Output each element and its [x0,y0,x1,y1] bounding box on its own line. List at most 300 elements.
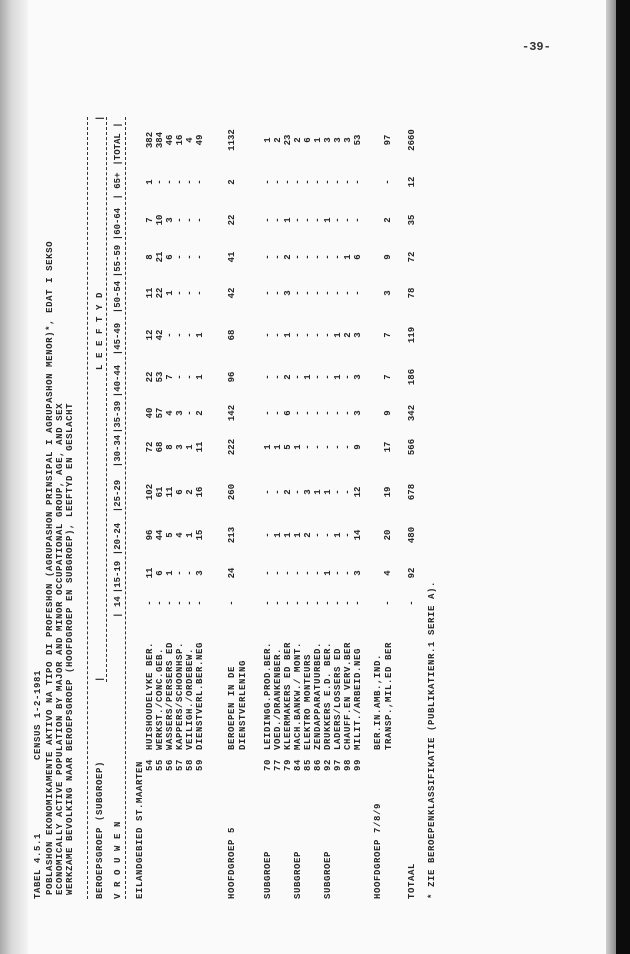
cell-value: 22 [145,371,155,383]
cell-value: 1 [293,532,303,538]
cell-value: - [273,217,283,223]
cell-value: - [263,290,273,296]
row-group-prefix: HOOFDGROEP 7/8/9 [373,802,383,899]
cell-value: 2 [185,489,195,495]
cell-value: 1 [165,290,175,296]
divider [87,117,88,899]
cell-value: 16 [195,486,205,498]
cell-value: 8 [145,254,155,260]
cell-value: - [175,179,185,185]
census-date: CENSUS 1-2-1981 [33,669,43,760]
cell-value: - [343,179,353,185]
row-label: VOED./DRANKENBER. [273,647,283,750]
cell-value: - [263,332,273,338]
cell-value: - [323,332,333,338]
cell-value: 1 [343,254,353,260]
cell-value: - [303,290,313,296]
row-group-prefix: SUBGROEP [293,850,303,899]
row-label: MILIT./ARBEID.NEG [353,647,363,750]
cell-value: 2 [343,332,353,338]
cell-value: 1 [333,532,343,538]
cell-value: 3 [303,489,313,495]
cell-value: 1 [145,179,155,185]
cell-value: - [293,332,303,338]
row-code: 85 [303,758,313,771]
cell-value: 7 [145,217,155,223]
row-code: 86 [313,758,323,771]
cell-value: 3 [353,374,363,380]
cell-value: - [333,254,343,260]
column-header: |30-34 [113,434,123,468]
cell-value: - [343,570,353,576]
cell-value: 3 [353,570,363,576]
cell-value: - [303,570,313,576]
row-code: 54 [145,758,155,771]
cell-value: - [175,290,185,296]
footnote: * ZIE BEROEPENKLASSIFIKATIE (PUBLIKATIENR.1 SERIE A). [427,580,437,899]
cell-value: 3 [333,137,343,143]
cell-value: - [273,179,283,185]
cell-value: 480 [407,526,417,544]
cell-value: - [323,179,333,185]
cell-value: 12 [145,329,155,341]
cell-value: - [313,179,323,185]
cell-value: - [165,332,175,338]
cell-value: 14 [353,529,363,541]
cell-value: - [343,489,353,495]
cell-value: - [273,290,283,296]
cell-value: 96 [145,529,155,541]
cell-value: - [293,374,303,380]
cell-value: - [273,332,283,338]
cell-value: 7 [165,374,175,380]
cell-value: 9 [353,444,363,450]
cell-value: - [293,410,303,416]
column-header: |55-59 [113,244,123,278]
cell-value: - [165,179,175,185]
cell-value: - [383,600,393,606]
cell-value: 53 [353,134,363,146]
cell-value: - [293,254,303,260]
cell-value: - [185,332,195,338]
cell-value: 2 [303,532,313,538]
cell-value: 23 [283,134,293,146]
cell-value: 10 [155,214,165,226]
row-label: MACH.BANKW./ MONT. [293,641,303,750]
cell-value: 1132 [227,129,237,151]
cell-value: 1 [273,532,283,538]
cell-value: - [175,570,185,576]
cell-value: - [303,217,313,223]
column-header: |25-29 [113,479,123,513]
cell-value: 2 [383,217,393,223]
cell-value: - [333,600,343,606]
cell-value: - [313,217,323,223]
cell-value: 72 [145,441,155,453]
cell-value: - [353,217,363,223]
cell-value: 68 [227,329,237,341]
cell-value: 11 [145,287,155,299]
cell-value: 3 [323,137,333,143]
page-number: -39- [522,40,551,54]
cell-value: - [145,600,155,606]
row-code: 57 [175,758,185,771]
cell-value: 3 [283,290,293,296]
column-header: |40-44 [113,364,123,398]
cell-value: - [273,600,283,606]
row-label-continued: TRANSP.,MIL.ED BER [384,641,394,750]
cell-value: - [313,444,323,450]
cell-value: 1 [185,532,195,538]
cell-value: 41 [227,251,237,263]
cell-value: 1 [263,444,273,450]
cell-value: 5 [165,532,175,538]
cell-value: - [313,600,323,606]
cell-value: 1 [303,374,313,380]
cell-value: 6 [155,570,165,576]
cell-value: 49 [195,134,205,146]
cell-value: - [273,254,283,260]
cell-value: 3 [383,290,393,296]
cell-value: 4 [165,410,175,416]
cell-value: - [323,410,333,416]
cell-value: 24 [227,567,237,579]
row-group-prefix: HOOFDGROEP 5 [227,826,237,899]
cell-value: - [333,489,343,495]
cell-value: - [323,290,333,296]
cell-value: 3 [353,410,363,416]
row-label-continued: DIENSTVERLENING [238,659,248,750]
column-header: |20-24 [113,522,123,556]
row-label: ZENDAPPARATUURBED. [313,641,323,750]
divider-bar: | [95,114,105,121]
cell-value: 2 [195,410,205,416]
cell-value: 5 [283,444,293,450]
row-label: WASSERS/PERSERS ED [165,641,175,750]
cell-value: - [343,600,353,606]
cell-value: 6 [165,254,175,260]
cell-value: 1 [195,374,205,380]
cell-value: 19 [383,486,393,498]
divider [106,117,107,682]
cell-value: 40 [145,407,155,419]
row-code: 77 [273,758,283,771]
cell-value: 9 [383,254,393,260]
cell-value: - [263,410,273,416]
column-header: |60-64 [113,207,123,241]
row-label: KLEERMAKERS ED BER [283,641,293,750]
column-header: |TOTAL | [113,122,123,166]
cell-value: - [343,532,353,538]
row-label: ELEKTRO MONTEURS [303,653,313,750]
cell-value: - [185,410,195,416]
cell-value: 6 [283,410,293,416]
cell-value: - [323,254,333,260]
cell-value: - [333,290,343,296]
cell-value: - [185,374,195,380]
table-id: TABEL 4.5.1 [33,832,43,899]
cell-value: 1 [313,137,323,143]
cell-value: - [343,290,353,296]
cell-value: - [333,179,343,185]
cell-value: 17 [383,441,393,453]
row-code: 97 [333,758,343,771]
row-label: DRUKKERS E.D. BER. [323,641,333,750]
row-group-prefix: SUBGROEP [263,850,273,899]
cell-value: - [175,374,185,380]
cell-value: - [155,600,165,606]
cell-value: - [303,444,313,450]
cell-value: 4 [175,532,185,538]
cell-value: 53 [155,371,165,383]
cell-value: 3 [343,137,353,143]
cell-value: 2 [227,179,237,185]
cell-value: - [303,179,313,185]
row-label: CHAUFF.EN VERV.BER [343,641,353,750]
cell-value: - [273,410,283,416]
cell-value: - [283,179,293,185]
cell-value: - [293,600,303,606]
cell-value: - [323,600,333,606]
row-code: 56 [165,758,175,771]
cell-value: 1 [323,489,333,495]
cell-value: 46 [165,134,175,146]
cell-value: 678 [407,483,417,501]
cell-value: - [195,600,205,606]
cell-value: - [293,290,303,296]
cell-value: 1 [195,332,205,338]
row-code: 55 [155,758,165,771]
cell-value: 3 [175,444,185,450]
cell-value: - [273,489,283,495]
cell-value: - [155,179,165,185]
cell-value: 22 [155,287,165,299]
cell-value: 96 [227,371,237,383]
title-english: ECONOMICALLY ACTIVE POPULATION BY MAJOR AND MINOR OCCUPATIONAL GROUP, AGE, AND SEX [55,402,65,895]
cell-value: - [303,332,313,338]
island-header: EILANDGEBIED ST.MAARTEN [135,760,145,899]
cell-value: 1 [185,444,195,450]
divider [125,117,126,899]
cell-value: - [333,217,343,223]
cell-value: - [263,374,273,380]
cell-value: 2 [273,137,283,143]
row-label: BEROEPEN IN DE [227,665,237,750]
cell-value: 119 [407,326,417,344]
cell-value: 12 [353,486,363,498]
column-header: |35-39 [113,400,123,434]
row-label: LADERS/LOSSERS ED [333,647,343,750]
row-label: WERKST./CONC.GEB. [155,647,165,750]
cell-value: 15 [195,529,205,541]
row-label: HUISHOUDELYKE BER. [145,641,155,750]
cell-value: 78 [407,287,417,299]
cell-value: - [175,217,185,223]
cell-value: 7 [383,374,393,380]
cell-value: - [195,217,205,223]
cell-value: 1 [263,137,273,143]
cell-value: 68 [155,441,165,453]
cell-value: 8 [165,444,175,450]
cell-value: - [313,410,323,416]
cell-value: 57 [155,407,165,419]
cell-value: 61 [155,486,165,498]
column-header: | 65+ [113,172,123,200]
cell-value: 1 [323,217,333,223]
cell-value: 2 [283,254,293,260]
cell-value: 3 [353,332,363,338]
cell-value: 342 [407,404,417,422]
cell-value: - [227,600,237,606]
cell-value: - [343,217,353,223]
cell-value: - [185,179,195,185]
cell-value: 2 [283,374,293,380]
age-header: L E E F T Y D [95,291,105,370]
row-code: 59 [195,758,205,771]
cell-value: 1 [333,332,343,338]
cell-value: 22 [227,214,237,226]
row-code: 98 [343,758,353,771]
cell-value: - [263,600,273,606]
cell-value: - [195,290,205,296]
cell-value: 222 [227,438,237,456]
cell-value: 20 [383,529,393,541]
row-label: VEILIGH./ORDEBEW. [185,647,195,750]
cell-value: 6 [175,489,185,495]
row-code: 58 [185,758,195,771]
cell-value: 142 [227,404,237,422]
cell-value: - [353,290,363,296]
cell-value: - [313,570,323,576]
cell-value: 1 [283,332,293,338]
cell-value: 42 [227,287,237,299]
cell-value: - [175,332,185,338]
cell-value: - [263,179,273,185]
cell-value: 566 [407,438,417,456]
cell-value: - [407,600,417,606]
row-code: 79 [283,758,293,771]
cell-value: - [333,410,343,416]
cell-value: 2660 [407,129,417,151]
cell-value: 1 [293,444,303,450]
cell-value: 12 [407,176,417,188]
row-code: 70 [263,758,273,771]
cell-value: - [185,217,195,223]
cell-value: 11 [145,567,155,579]
group-header: BEROEPSGROEP (SUBGROEP) [95,760,105,899]
cell-value: 1 [323,570,333,576]
cell-value: 1 [273,444,283,450]
column-header: |15-19 [113,560,123,594]
cell-value: - [293,489,303,495]
cell-value: 1 [283,217,293,223]
cell-value: 72 [407,251,417,263]
row-label: KAPPERS/SCHOONHSP. [175,641,185,750]
cell-value: - [313,290,323,296]
sex-header: V R O U W E N [113,820,123,899]
cell-value: 11 [195,441,205,453]
cell-value: - [175,600,185,606]
cell-value: - [323,444,333,450]
cell-value: 6 [353,254,363,260]
cell-value: - [195,179,205,185]
row-group-prefix: TOTAAL [407,862,417,899]
cell-value: 260 [227,483,237,501]
cell-value: 92 [407,567,417,579]
cell-value: - [283,570,293,576]
row-label: LEIDINGG.PROD.BER. [263,641,273,750]
cell-value: - [383,179,393,185]
cell-value: 2 [293,137,303,143]
cell-value: 9 [383,410,393,416]
cell-value: - [303,410,313,416]
cell-value: 186 [407,368,417,386]
cell-value: 1 [165,570,175,576]
title-dutch: WERKZAME BEVOLKING NAAR BEROEPSGROEP (HOOFDGROEP EN SUBGROEP), LEEFTYD EN GESLACHT [65,402,75,895]
cell-value: 11 [165,486,175,498]
cell-value: - [313,332,323,338]
row-label: DIENSTVERL.BER.NEG [195,641,205,750]
cell-value: 7 [383,332,393,338]
cell-value: 1 [333,374,343,380]
cell-value: - [263,217,273,223]
cell-value: 97 [383,134,393,146]
cell-value: - [263,570,273,576]
cell-value: - [185,290,195,296]
cell-value: - [263,489,273,495]
cell-value: - [353,600,363,606]
cell-value: 35 [407,214,417,226]
row-code: 99 [353,758,363,771]
row-label: BER.IN.AMB.,IND. [373,653,383,750]
column-header: |45-49 [113,322,123,356]
cell-value: - [323,374,333,380]
cell-value: 1 [313,489,323,495]
row-group-prefix: SUBGROEP [323,850,333,899]
cell-value: 2 [283,489,293,495]
divider-bar: | [95,675,105,682]
cell-value: 4 [185,137,195,143]
cell-value: - [343,410,353,416]
cell-value: 21 [155,251,165,263]
column-header: |50-54 [113,280,123,314]
cell-value: 1 [283,532,293,538]
cell-value: - [313,532,323,538]
cell-value: - [333,444,343,450]
cell-value: - [293,217,303,223]
cell-value: 3 [175,410,185,416]
cell-value: 384 [155,131,165,149]
cell-value: - [185,570,195,576]
cell-value: - [303,600,313,606]
cell-value: - [195,254,205,260]
column-header: | 14 [113,596,123,618]
cell-value: - [343,444,353,450]
cell-value: 4 [383,570,393,576]
cell-value: - [175,254,185,260]
cell-value: 213 [227,526,237,544]
cell-value: 3 [165,217,175,223]
cell-value: - [353,179,363,185]
cell-value: - [303,254,313,260]
cell-value: 6 [303,137,313,143]
cell-value: - [293,179,303,185]
cell-value: - [263,254,273,260]
cell-value: - [273,570,283,576]
cell-value: - [293,570,303,576]
cell-value: - [343,374,353,380]
cell-value: - [283,600,293,606]
